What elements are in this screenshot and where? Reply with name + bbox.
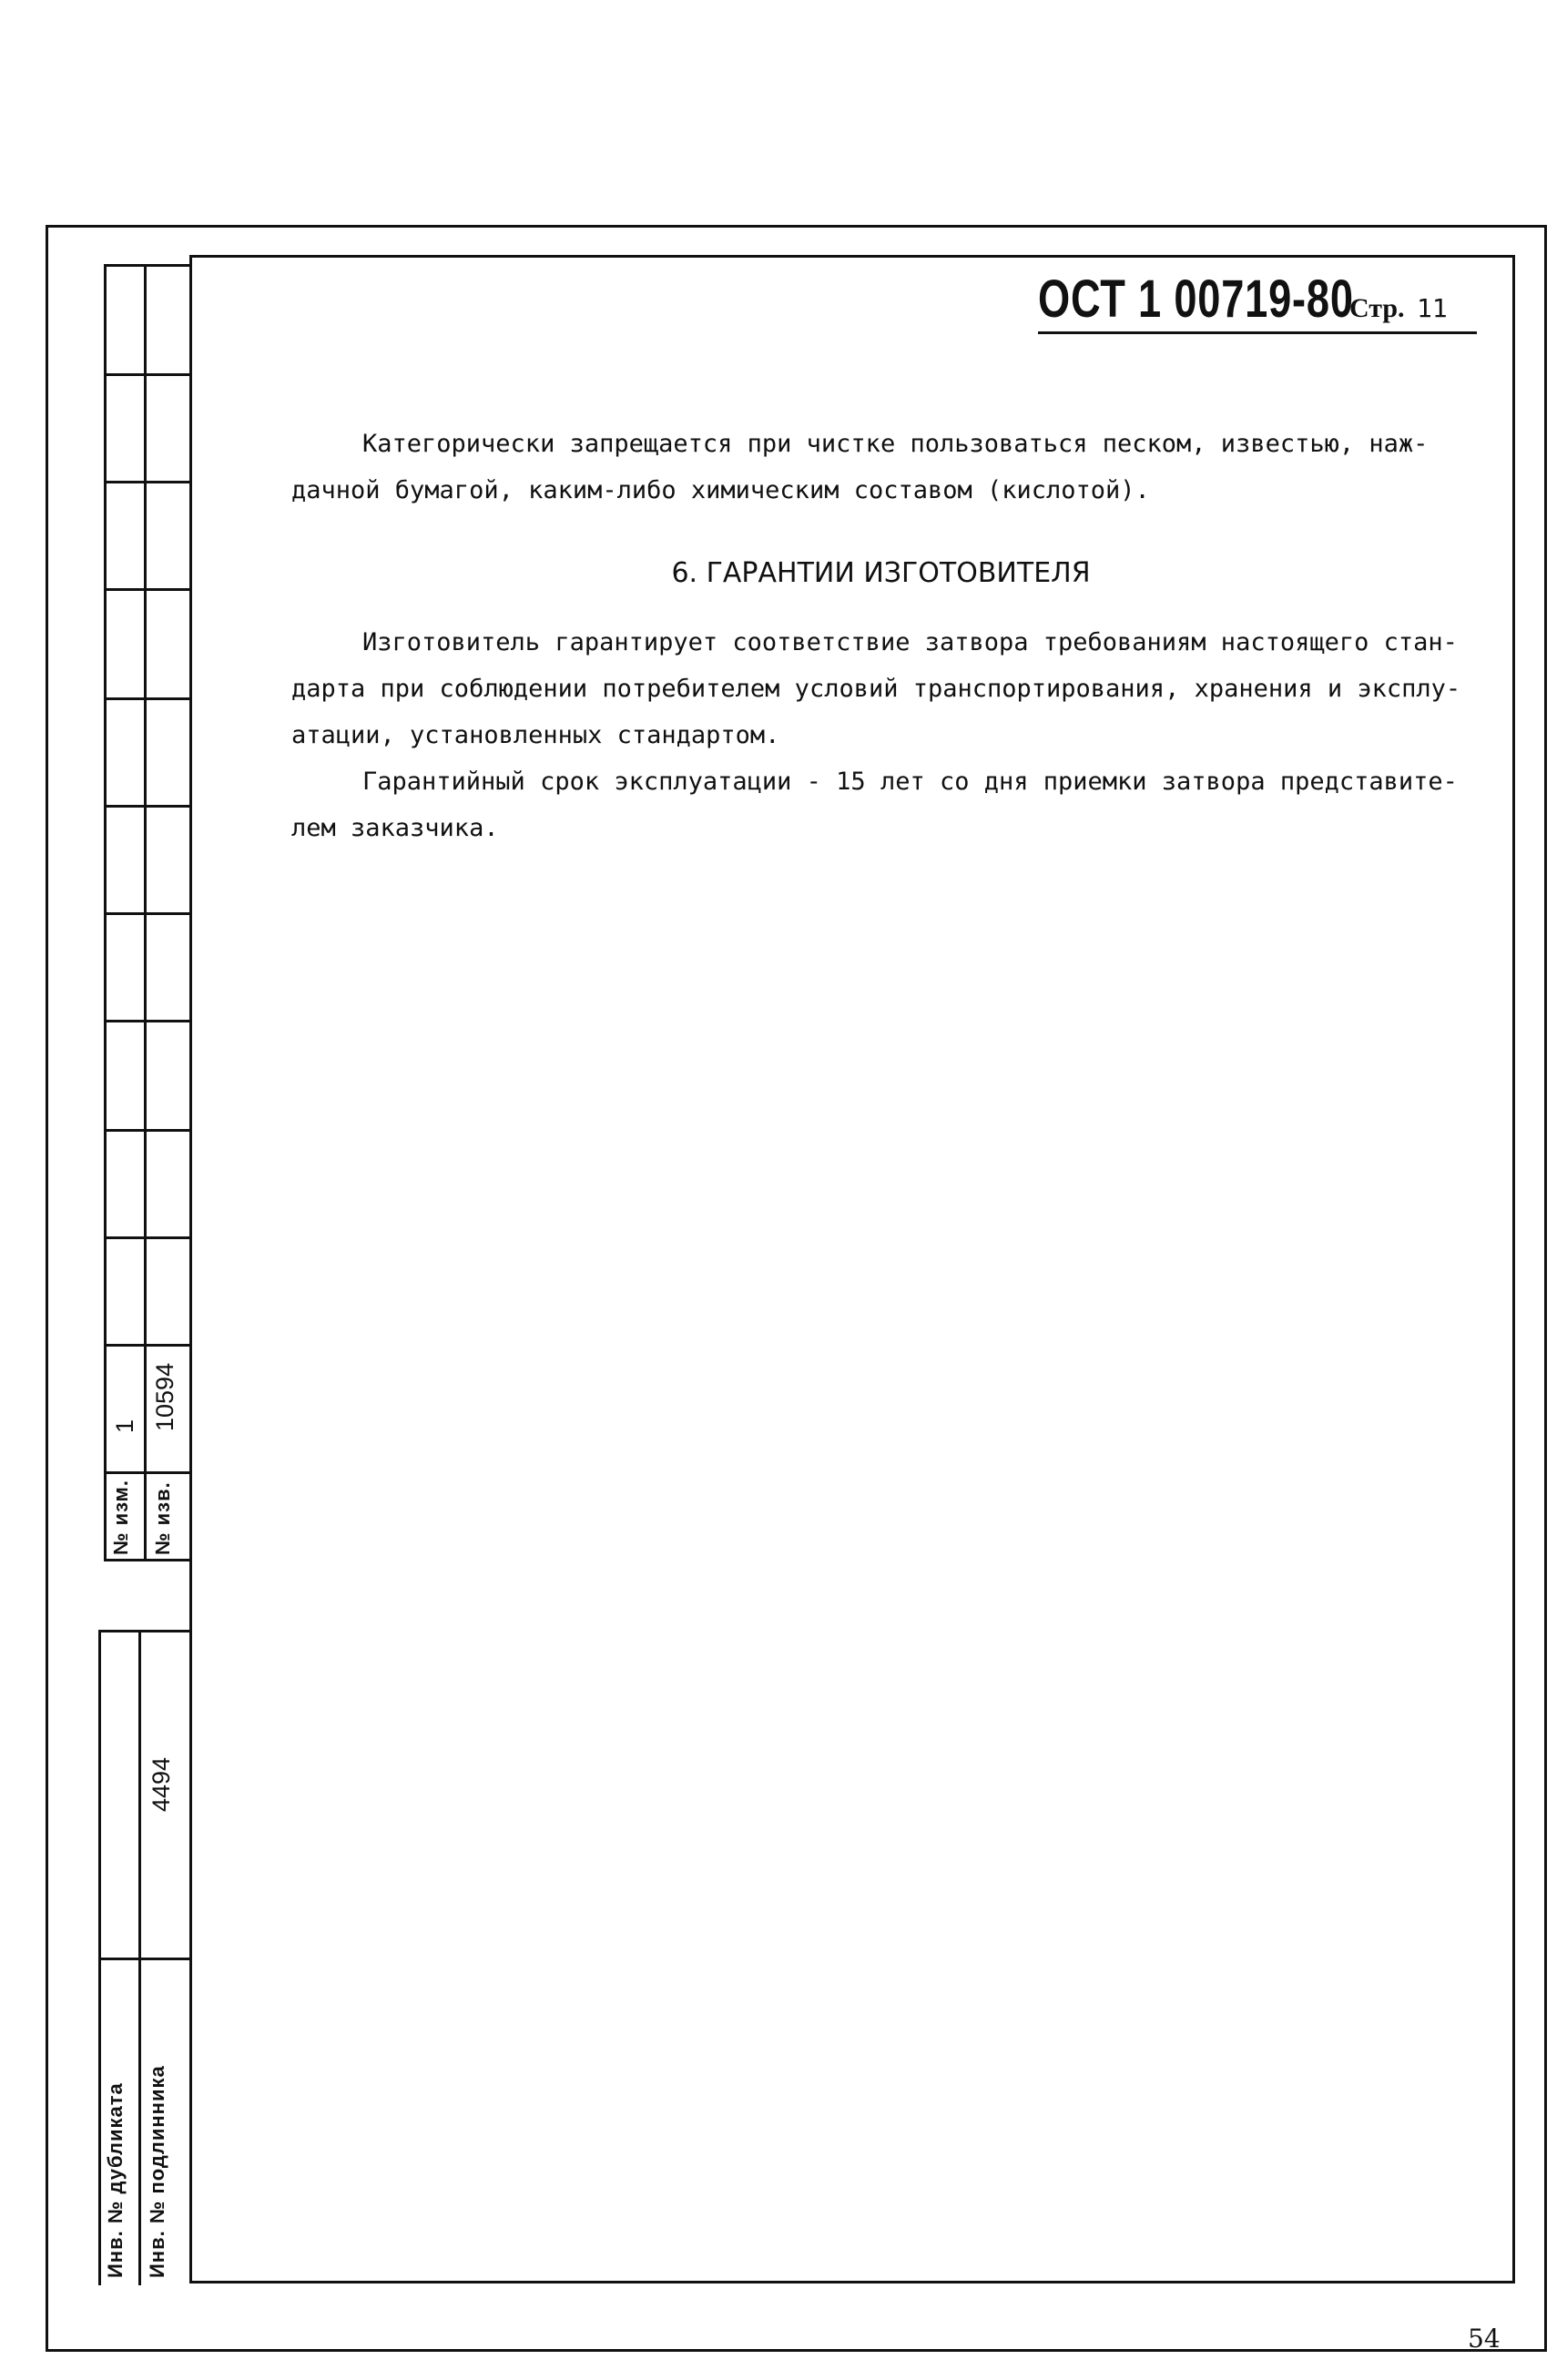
stamp-rule (104, 1129, 191, 1132)
stamp-rule (104, 697, 191, 700)
stamp-rule (104, 1471, 191, 1474)
paragraph-line: Категорически запрещается при чистке пользоваться песком, известью, наж- (362, 430, 1429, 458)
paragraph-line: Изготовитель гарантирует соответствие затвора требованиям настоящего стан- (362, 628, 1458, 656)
document-code: ОСТ 1 00719-80 (1038, 270, 1354, 329)
stamp-rule (104, 481, 191, 483)
original-inventory-value: 4494 (148, 1756, 175, 1812)
paragraph-line: лем заказчика. (291, 814, 499, 842)
stamp-rule (104, 1559, 191, 1561)
stamp-rule (104, 912, 191, 915)
original-inventory-label: Инв. № подлинника (146, 2065, 168, 2278)
stamp-rule (104, 1020, 191, 1022)
paragraph-line: дачной бумагой, каким-либо химическим составом (кислотой). (291, 476, 1150, 504)
page-number: 11 (1417, 293, 1448, 323)
paragraph-line: дарта при соблюдении потребителем условий транспортирования, хранения и эксплу- (291, 675, 1461, 703)
paragraph-line: Гарантийный срок эксплуатации - 15 лет со дня приемки затвора представите- (362, 768, 1458, 796)
stamp-rule (98, 1958, 189, 1960)
duplicate-inventory-label: Инв. № дубликата (104, 2082, 127, 2278)
stamp-rule (98, 1630, 189, 1632)
change-number-value: 1 (111, 1419, 138, 1433)
stamp-rule (104, 373, 191, 376)
sheet-number: 54 (1468, 2324, 1501, 2354)
paragraph-line: атации, установленных стандартом. (291, 721, 780, 749)
section-title: 6. ГАРАНТИИ ИЗГОТОВИТЕЛЯ (671, 557, 1091, 589)
notice-number-value: 10594 (151, 1362, 178, 1431)
stamp-rule (104, 805, 191, 808)
change-number-label: № изм. (109, 1480, 132, 1555)
stamp-rule (104, 264, 191, 267)
stamp-rule (104, 588, 191, 591)
header-underline (1038, 331, 1477, 334)
page-label: Стр. (1349, 293, 1405, 323)
notice-number-label: № изв. (151, 1481, 174, 1555)
stamp-rule (104, 1236, 191, 1239)
stamp-rule (104, 1344, 191, 1347)
